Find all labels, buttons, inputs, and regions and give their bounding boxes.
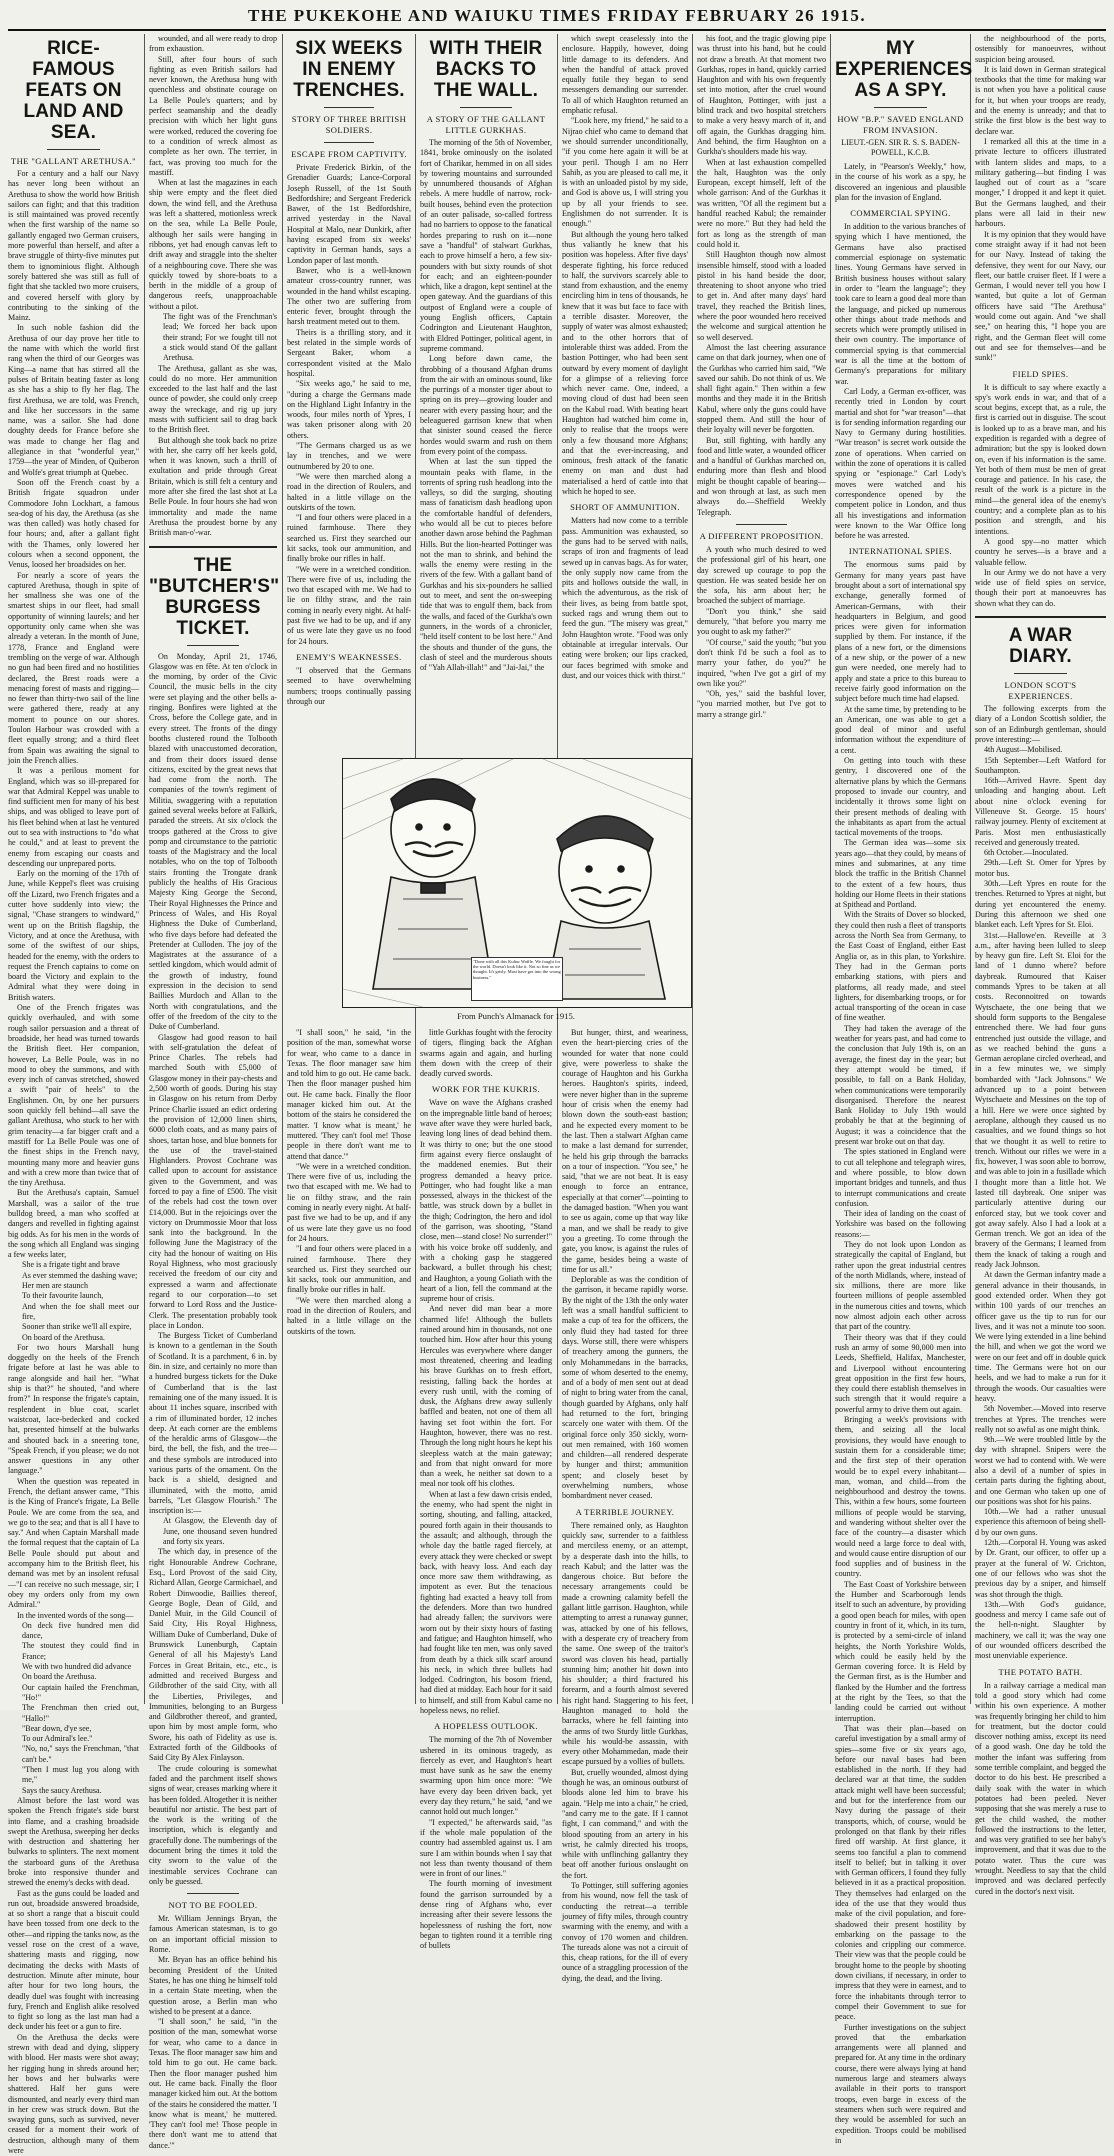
article-paragraph: The Burgess Ticket of Cumberland is known to a gentleman in the South of Scotland. It is a parchment, 6 in. by 8in. in size, and certainly no more than a hundred burgess tickets for the Duke of Cumberland that is the last remaining one of the many issued. It is about 11 inches square, inscribed with a rim of illuminated border, 12 inches deep. At each corner are the emblems of the heraldic arms of Glasgow—the bird, the bell, the fish, and the tree—and these symbols are introduced into various parts of the ornament. On the back is a shield, designed and illuminated, with the motto, amid barrels, "Let Glasgow Flourish." The inscription is:— bbox=[149, 1331, 277, 1516]
headline-experiences-as-a-spy: MY EXPERIENCES AS A SPY. bbox=[835, 38, 973, 101]
diary-entry: 6th October.—Inoculated. bbox=[984, 848, 1069, 858]
verse-line: To their favourite launch, bbox=[22, 1291, 104, 1301]
article-paragraph: In our Army we do not have a very wide use of field spies on service, though their port at manoeuvres has shown what they can do. bbox=[975, 567, 1106, 608]
headline-backs-to-the-wall: WITH THEIR BACKS TO THE WALL. bbox=[429, 38, 543, 101]
article-paragraph: Their theory was that if they could rush an army of some 90,000 men into Leeds, Sheffield, Halifax, Manchester, and Liverpool without encountering great opposition in the first few hours, they could there establish themselves in such strength that it would require a powerful army to drive them out again. bbox=[835, 1332, 966, 1414]
section-commercial-spying: COMMERCIAL SPYING. bbox=[850, 208, 951, 219]
article-paragraph: The which day, in presence of the right Honourable Andrew Cochrane, Esq., Lord Provost of the said City, Richard Allan, George Carmichael, and Robert Dinwoodie, Baillies thereof, George Bogle, Dean of Gild, and Daniel Muir, in the Gild Council of Said City, His Royal Highness, William Duke of Cumberland, Duke of Brunswick Lunenburgh, Captain General of all his Majesty's Land Forces in Great Britain, etc., etc., is admitted and received Burgess and Gildbrother of the said City, with all the Liberties, Privileges, and Immunities, belonging to an Burgess and Gildbrother thereof, and granted, upon him by most ample form, who Swore, his oath of Fidelity as use is. Extracted forth of the Gildbooks of Said City By Alex Finlayson. bbox=[149, 1547, 277, 1763]
article-paragraph: For two hours Marshall hung doggedly on the heels of the French frigate before at last he was able to range alongside and hail her. "What ship is that?" he shouted, "and where from?" In response the frigate's captain, resplendent in blue coat, scarlet waistcoat, lace-bedecked and cocked hat, presented himself at the bulwarks and shouted back in a sneering tone, "Speak French, if you please; we do not answer questions in any other language." bbox=[8, 1342, 139, 1476]
article-paragraph: "Six weeks ago," he said to me, "during a charge the Germans made on the Highland Light Infantry in the woods, four miles north of Ypres, I was taken prisoner along with 20 others. bbox=[287, 379, 411, 440]
article-paragraph: The fourth morning of investment found the garrison surrounded by a dense ring of Afghans who, ever increasing after their severe lessons the hopelessness of rushing the fort, now began to tighten round it a terrible ring of bullets bbox=[420, 1879, 552, 1951]
divider bbox=[324, 142, 374, 143]
article-paragraph: The crude colouring is somewhat faded and the parchment itself shows signs of wear, creases marking where it has been folded. Altogether it is neither beautiful nor artistic. The best part of the work is the writing of the inscription, which is elegantly and gracefully done. The numberings of the document bring the times it told the city sworn to the value of the inestimable services Cochrane can only be guessed. bbox=[149, 1763, 277, 1886]
article-paragraph: Deplorable as was the condition of the garrison, it became rapidly worse. By the night of the 13th the only water left was a small handful sufficient to make a cup of tea for the officers, the only fluid they had tasted for three days. Worse still, there were whispers of treachery among the gunners, the only Mohammedans in the barracks, some of whom deserted to the enemy, and of a body of men sent out at dead of night to bring water from the canal, though guarded by Afghans, only half had returned to the fort, bringing scarcely one water with them. Of the original force only 350 sickly, worn-out men remained, with 160 women and children—all rendered desperate by hunger and thirst; ammunition spent; and closely beset by overwhelming numbers, whose bombardment never ceased. bbox=[562, 1275, 688, 1501]
article-paragraph: When the question was repeated in French, the defiant answer came, "This is the King of France's frigate, La Belle Poule. We are come from the sea, and we go to the sea; and that is all I have to say." And when Captain Marshall made the formal request that the captain of La Belle Poule should put about and accompany him to the British fleet, his demand was met by an insolent refusal—"I can receive no such message, sir; I obey my orders only from my own Admiral." bbox=[8, 1476, 139, 1610]
article-paragraph: But although the young hero talked thus valiantly he knew that his position was hopeless. After five days' desperate fighting, his force reduced to half, the survivors scarcely able to stand from exhaustion, and the enemy encircling him in tens of thousands, he knew that it was but face to face with a terrible disaster. Moreover, the supply of water was almost exhausted; and to the other horrors that of intolerable thirst was added. From the bastion Pottinger, who had been sent outward by every moment of daylight for a glimpse of a relieving force which never came. One, indeed, a moving cloud of dust had been seen on the Kabul road. With beating heart Haughton had watched him come in, only to realise that the troops were only a few thousand more Afghans; and that the ever-increasing, and ominous, fresh attack of the fanatic enemy on man and dust had materialised a herd of cattle into that which he hoped to see. bbox=[562, 229, 688, 497]
article-paragraph: Still Haughton though now almost insensible himself, stood with a loaded pistol in his hand beside the door, threatening to shoot anyone who tried to get in. And after many days' hard travel, they reached the British lines, where the poor wounded hero received the welcome and surgical attention he so well deserved. bbox=[697, 250, 826, 342]
article-paragraph: But the Arethusa's captain, Samuel Marshall, was a sailor of the true bulldog breed, a man who scoffed at dangers and revelled in fighting against big odds. As for his men in the words of the song which all England was singing a few weeks later, bbox=[8, 1188, 139, 1260]
article-paragraph: the neighbourhood of the ports, ostensibly for manoeuvres, without suspicion being aroused. bbox=[975, 34, 1106, 64]
article-paragraph: When at last a few dawn crisis ended, the enemy, who had spent the night in sorting, shouting, and falling, attacked, poured forth again in their thousands to the assault; and although, through the whole day the battle raged fiercely, at every attack they were checked or swept back, with heavy loss. And each day once more saw them withdrawing, as impotent as ever. But the tenacious fighting had exacted a heavy toll from the defenders. More than two hundred had already fallen; the survivors were worn out by their sixty hours of fasting and fatigue; and Haughton himself, who had fought like ten men, was only saved from death by a thick silk scarf around his neck, in which three bullets had lodged. Codrington, his bosom friend, had died at midday. Each hour for it said to himself, and still from Kabul came no hopeless news, no relief. bbox=[420, 1489, 552, 1715]
section-international-spies: INTERNATIONAL SPIES. bbox=[848, 546, 953, 557]
verse-line: Says the saucy Arethusa. bbox=[22, 1785, 102, 1795]
article-paragraph: That was their plan—based on careful investigation by a small army of spies—some five or six years ago, before our naval bases had been established in the north. If they had declared war at that time, the sudden attack might well have been successful; and but for the interference from our Navy during the passage of their transports, which, of course, would be prolonged on that flank by their rifles fired off warship. At first glance, it seems too fanciful a plan to commend itself to belief; but in talking it over with German officers, I found they fully believed in it as a practical proposition. They themselves had enlarged on the idea of the use that they would thus make of the civil population, and fore-shadowed their present hostility by embarking on the passage to the colonies and crippling our commerce. Their view was that the people could be brought home to the people by shooting down civilians, if necessary, in order to impress that they were in earnest, and to force the inhabitants through terror to compel their Government to sue for peace. bbox=[835, 1723, 966, 2022]
article-paragraph: For a century and a half our Navy has never long been without an Arethusa to show the world how British sailors can fight; and that this tradition is still maintained was proved recently when the first warship of the name so gallantly engaged two German cruisers, more powerful than herself, and after a brave struggle of thirty-five minutes put them to ignominious flight. Although sorely battered she was still as full of fight that she tackled two more cruisers, and covered herself with glory by contributing to the sinking of the Mainz. bbox=[8, 169, 139, 323]
article-paragraph: "Oh, yes," said the bashful lover, "you married mother, but I've got to marry a strange girl." bbox=[697, 689, 826, 719]
diary-entry: 31st.—Hallowe'en. Reveille at 3 a.m., after having been lulled to sleep by heavy gun fire. Left St. Eloi for the land of 1 dunno where? before daybreak. Rumoured that Kaiser commands Ypres to be taken at all costs. Reconnoitred on towards Wytschaete, the one being that we should form supports to the Bengalese entrenched there. We had four guns entrenched just outside the village, and as we reached behind the guns a German aeroplane circled overhead, and in a few minutes we, we simply bombarded with "Jack Johnsons." We advanced up to a point between Wytschaete and Messines on the top of a hill. Here we were once sighted by aeroplane, although they caused us no casualties, and we found things so hot that we thought it as well to retire to trench. Without our rifles we were in a fix, however, I was soon able to borrow, and was able to join in a fusillade which I thought more than a little hot. We lasted till daybreak. One sniper was particularly attentive during our enforced stay, but we took cover and got away safely. Also I had a look at a German trench. We got an idea of the bravery of the Germans; I learned from them the knack of taking a rough and ready Jack Johnson. bbox=[975, 930, 1107, 1270]
diary-entry: 15th September—Left Watford for Southampton. bbox=[975, 755, 1106, 775]
subhead-bp-saved-england: HOW "B.P." SAVED ENGLAND FROM INVASION. bbox=[837, 114, 964, 135]
article-paragraph: Bringing a week's provisions with them, and seizing all the local provisions, they would have enough to sustain them for a considerable time; and the first step of their operation would be to expel every inhabitant—man, woman, and child—from the neighbourhood and destroy the towns. This, within a few hours, some fourteen millions of people would be starving, and wandering without shelter over the face of the country—a disaster which would need a large force to deal with, and would cause entire disruption of our food supplies and of business in the country. bbox=[835, 1415, 966, 1579]
cartoon-caption: From Punch's Almanack for 1915. bbox=[457, 1011, 575, 1021]
article-paragraph: Carl Lody, a German ex-officer, was recently tried in London by court martial and shot for "war treason"—that is for sending information regarding our Navy to Germany during hostilities. "War treason" is secret work outside the zone of operations. When carried on within the zone of operations it is called spying or "espionage." Carl Lody's moves were watched and his correspondence opened by the competent police in London, and thus all his investigations and information were known to the War Office long before he was arrested. bbox=[835, 386, 966, 541]
article-paragraph: But, cruelly wounded, almost dying though he was, an ominous outburst of bloods alone led him to brave his again. "Help me into a chair," he cried, "and carry me to the gate. If I cannot fight, I can command," and with the blood spouting from an artery in his wrist, he calmly directed his troops, while with unflinching gallantry they beat off another furious onslaught on the fort. bbox=[562, 1767, 688, 1880]
article-paragraph: Private Frederick Birkin, of the Grenadier Guards; Lance-Corporal Joseph Russell, of the 1st South Bedfordshire; and Sergeant Frederick Bawer, of the 1st Bedfordshire, arrived yesterday in the Naval Hospital at Malo, near Dunkirk, after having escaped from six weeks' captivity in German hands, says a London paper of last month. bbox=[287, 163, 411, 265]
diary-entry: 9th.—We were troubled little by the day with shrapnel. Snipers were the worst we had to contend with. We were also a devil of a number of spies in certain parts during the fighting about, and one German who taken up one of our positions was shot for his pains. bbox=[975, 1435, 1106, 1506]
subhead-gallant-gurkhas: A STORY OF THE GALLANT LITTLE GURKHAS. bbox=[426, 114, 546, 135]
article-paragraph: There remained only, as Haughton quickly saw, surrender to a faithless and merciless enemy, or an attempt, by a desperate dash into the hills, to reach Kabul; and the latter was the dangerous choice. But before the necessary arrangements could be made a crowning calamity befell the gallant little garrison. Haughton, while attempting to arrest a runaway gunner, was, attacked by one of his fellows, with a desperate cry of treachery from the same. One sweep of the traitor's sword was cloven his head, partially stunning him; another hit down into his shoulder; a third fractured his forearm, and a fourth almost severed his right hand. Staggering to his feet, Haughton managed to hold the barracks, where he fell fainting into the arms of two Sturdy little Gurkhas, while his would-be assassin, with every other Mohammedan, made their escape pursued by a vollies of bullets. bbox=[562, 1520, 688, 1767]
article-paragraph: The German idea was—some six years ago—that they could, by means of mines and submarines, at any time block the traffic in the British Channel to the extent of a few hours, thus holding our Home fleets in their stations at Spithead and Portland. bbox=[835, 838, 966, 910]
article-paragraph: But although she took back no prize with her, she carry off her keels gold, when it was known, such a thrill of exultation and pride through Great Britain, which is still felt a century and more after she fired the last shot at La Belle Poule. In four hours she had won immortality and made the name Arethusa the proudest borne by any British man-o'-war. bbox=[149, 435, 277, 538]
masthead: THE PUKEKOHE AND WAIUKU TIMES FRIDAY FEBRUARY 26 1915. bbox=[248, 6, 866, 25]
article-paragraph: Further investigations on the subject proved that the embarkation arrangements were all planned and prepared for. At any time in the ordinary course, there were always lying at hand numerous large and steamers always available in their ports to transport troops, even barge in excess of the steamers when such were required and they would be assembled for such an expedition. Troops could be mobilised in bbox=[835, 2022, 966, 2145]
column-1 bbox=[8, 34, 139, 2155]
article-paragraph: On the Arethusa the decks were strewn with dead and dying, slippery with blood. Her masts were shot away; her rigging hung in shreds around her; her bows and her bulwarks were shattered. Half her guns were dismounted, and nearly every third man in her crew was struck down. But the swaying guns, such as survived, never ceased for a moment their work of destruction, although many of them were bbox=[8, 2032, 139, 2155]
divider bbox=[975, 616, 1106, 618]
headline-rice-famous-feats: RICE-FAMOUS FEATS ON LAND AND SEA. bbox=[23, 38, 124, 143]
verse-line: "Bear down, d'ye see, bbox=[22, 1723, 92, 1733]
divider bbox=[460, 107, 513, 108]
article-paragraph: "I and four others were placed in a ruined farmhouse. There they searched us. First they searched our kit sacks, took our ammunition, and finally broke our rifles in half. bbox=[287, 513, 411, 564]
divider bbox=[187, 1893, 238, 1894]
section-different-proposition: A DIFFERENT PROPOSITION. bbox=[699, 530, 824, 541]
verse-line: As ever stemmed the dashing wave; bbox=[22, 1270, 138, 1280]
diary-entry: 16th—Arrived Havre. Spent day unloading and hanging about. Left about nine o'clock evening for Villeneuve St. George. 15 hours' railway journey. Plenty of excitement at Paris. Most men enthusiastically received and generously treated. bbox=[975, 776, 1106, 847]
verse-line: On deck five hundred men did dance, bbox=[22, 1620, 139, 1641]
article-paragraph: The enormous sums paid by Germany for many years past have brought about a sort of international spy exchange, generally formed of American-Germans, with their headquarters in Belgium, and good prices were given for information supplied by them. For instance, if the plans of a new fort, or the dimensions of a new ship, or the power of a new gun were needed, one merely had to apply and state a price to this bureau to receive fairly good information on the subject before much time had elapsed. bbox=[835, 560, 966, 704]
article-paragraph: "Of course," said the youth; "but you don't think I'd be such a fool as to marry your father, do you?" he inquired, "when I've got a girl of my own like you?" bbox=[697, 637, 826, 688]
article-paragraph: The East Coast of Yorkshire between the Humber and Scarborough lends itself to such an adventure, by providing a good open beach for miles, with open country in front of it, which, in its turn, is protected by a semi-circle of inland heights, the North Yorkshire Wolds, which could be easily held by the German covering force. It is Held by the German first, as is the Humber and flanked by the Humber and the fortress at the right by the Tees, so that the landing could be carried out without interruption. bbox=[835, 1579, 966, 1723]
article-paragraph: Still, after four hours of such fighting as even British sailors had never known, the Arethusa hung with quenchless and obstinate courage on La Belle Poule's quarters; and by perfect seamanship and the deadly precision with which her light guns were worked, reduced the covering foe to a condition of wreck almost as complete as her own. The terrier, in fact, was proving too much for the mastiff. bbox=[149, 54, 277, 177]
section-short-of-ammunition: SHORT OF AMMUNITION. bbox=[570, 502, 680, 513]
article-paragraph: At the same time, by pretending to be an American, one was able to get a good deal of minor and useful information without the expenditure of a cent. bbox=[835, 704, 966, 755]
byline-baden-powell: LIEUT.-GEN. SIR R. S. S. BADEN-POWELL, K.C.B. bbox=[841, 138, 960, 157]
article-paragraph: Almost before the last word was spoken the French frigate's side burst into flame, and a crashing broadside swept the Arethusa, sweeping her decks with destruction and shattering her bulwarks to splinters. The next moment the starboard guns of the Arethusa broke into responsive thunder and strewed the enemy's decks with dead. bbox=[8, 1795, 139, 1888]
verse-line: On board the Arethusa. bbox=[22, 1672, 97, 1682]
section-work-for-kukris: WORK FOR THE KUKRIS. bbox=[431, 1084, 541, 1095]
article-paragraph: Glasgow had good reason to hail with self-gratulation the defeat of Prince Charles. The rebels had marched South with £5,000 of Glasgow money in their pay-chests and 2,500 worth of goods. During his stay in Glasgow on his return from Derby Prince Charlie issued an edict ordering the provision of 12,000 linen shirts, 6000 cloth coats, and as many pairs of shoes, tartan hose, and blue bonnets for the use of the travel-stained Highlanders. Provost Cochrane was called upon to account for assistance given to the Government, and was forced to pay a fine of £500. The visit of the rebels had cost the town over £14,000. But in the rejoicings over the victory on Drummossie Moor that loss sank into the background. In the following June the Magistracy of the city had the honour of waiting on His Royal Highness, who most graciously received the freedom of our city and expressed a warm and affectionate regard to our corporation—to set forward to Lord Ross and the Justice-Clerk. The presentation probably took place in London. bbox=[149, 1032, 277, 1330]
column-rule bbox=[692, 34, 693, 1704]
verse-line: On board of the Arethusa. bbox=[22, 1332, 105, 1342]
article-paragraph: A good spy—no matter which country he serves—is a brave and a valuable fellow. bbox=[975, 536, 1106, 567]
verse-line: "Then I must lug you along with me," bbox=[22, 1765, 139, 1785]
article-paragraph: "We were in a wretched condition. There were five of us, including the two that escaped with me. We had to lie on filthy straw, and the rain coming in nearly every night. At half-past five we had to be up, and if any of us were late they gave us no food for 24 hours. bbox=[287, 564, 411, 646]
column-5-lower bbox=[562, 1028, 688, 1983]
section-enemys-weaknesses: ENEMY'S WEAKNESSES. bbox=[296, 651, 402, 662]
column-rule bbox=[830, 34, 831, 1704]
divider bbox=[47, 149, 99, 150]
diary-entry: 29th.—Left St. Omer for Ypres by motor bus. bbox=[975, 858, 1106, 878]
article-paragraph: Lately, in "Pearson's Weekly," how, in the course of his work as a spy, he discovered an ingenious and plausible plan for the invasion of England. bbox=[835, 162, 966, 202]
article-paragraph: On Monday, April 21, 1746, Glasgow was en fête. At ten o'clock in the morning, by order of the Civic Council, the music bells in the city were set playing and the other bells a-ringing. Bonfires were lighted at the Cross, before the College gate, and in every street. The fronts of the dingy booths clustered round the Tolbooth blazed with unaccustomed decoration, and from their doors issued dense citizens, excited by the great news that had come from the north. The companies of the town's regiment of Militia, swaggering with a reputation gained several weeks before at Falkirk, paraded the streets. At six o'clock the troops gathered at the Cross to give pomp and circumstance to the patriotic toasts of the Magistracy and the local notables, who on the top of Tolbooth stairs fronting the Trongate drank publicly the healths of His Gracious Majesty King George the Second, Their Royal Highnesses the Prince and Princess of Wales, and His Royal Highness the Duke of Cumberland, who five days before had defeated the Pretender at Culloden. The joy of the Magistrates at the assurance of a settled kingdom, which would admit of the growth of industry, found expression in the decision to send Baillies Murdoch and Allan to the North with congratulations, and the offer of the freedom of the city to the Duke of Cumberland. bbox=[149, 651, 277, 1032]
article-paragraph: "We were then marched along a road in the direction of Roulers, and halted in a little village on the outskirts of the town. bbox=[287, 471, 411, 512]
article-paragraph: "Don't you think," she said demurely, "that before you marry me you ought to ask my father?" bbox=[697, 606, 826, 637]
verse-line: She is a frigate tight and brave bbox=[22, 1260, 120, 1270]
article-paragraph: But, still fighting, with hardly any food and little water, a wounded officer and a handful of Gurkhas marched on, enduring more than flesh and blood might be thought capable of bearing—and won through at last, as such men always do.—Sheffield Weekly Telegraph. bbox=[697, 435, 826, 517]
verse-line: We with two hundred did advance bbox=[22, 1662, 132, 1672]
diary-entry: 12th.—Corporal H. Young was asked by Dr. Grant, our officer, to offer up a prayer at the funeral of W. Crichton, one of our fellows who was shot the previous day by a sniper, and himself was shot through the thigh. bbox=[975, 1538, 1106, 1599]
diary-entry: At dawn the German infantry made a general advance in their thousands, in good extended order. When they got within 100 yards of our trenches an officer gave us the tip to run for our lives, and it was not a minute too soon. We were lying extended in a line behind the hill, and when we got the word we were on our feet and off in double quick time. The Germans were hot on our heels, and we had to make a run for it through the woods. Our casualties were heavy. bbox=[975, 1270, 1106, 1403]
article-paragraph: "We were then marched along a road in the direction of Roulers, and halted in a little village on the outskirts of the town. bbox=[287, 1295, 411, 1336]
article-paragraph: But hunger, thirst, and weariness, even the heart-piercing cries of the wounded for water that none could give, were powerless to shake the courage of Haughton and his Gurkha heroes. Haughton's spirits, indeed, were never higher than in the supreme hour of crisis when the enemy had blown down the south-east bastion; and he expected every moment to be the last. Then a stalwart Afghan came to make a last demand for surrender, he held his grip through the barracks on a tour of inspection. "You see," he said, "that we are not beat. It is easy enough to force an entrance, especially at that corner"—pointing to the damaged bastion. "When you want to see us again, come up that way like a man, and we shall be ready to give you a greeting. To come through the gate, you know, is against the rules of the game, besides being a waste of time for us all." bbox=[562, 1028, 688, 1274]
article-paragraph: In addition to the various branches of spying which I have mentioned, the Germans have also practised commercial espionage on systematic lines. Young Germans have served in British business houses without salary in order to "learn the language"; they took care to learn a good deal more than the language, and picked up numerous other things about trade methods and secrets which were promptly utilised in their own country. The importance of commercial spying is that commercial war is all the time at the bottom of Germany's preparations for military war. bbox=[835, 222, 966, 386]
verse-line: And when the foe shall meet our fire, bbox=[22, 1301, 139, 1321]
verse-line: The Frenchman then cried out, "Hallo!" bbox=[22, 1703, 139, 1723]
article-paragraph: With the Straits of Dover so blocked, they could then rush a fleet of transports across the North Sea from Germany, to the East Coast of England, either East Anglia or, as in this plan, to Yorkshire. They had in the German ports embarking stations, with piers and platforms, all ready made, and steel lighters, for disembarking troops, or for actual transporting of the ocean in case of fine weather. bbox=[835, 910, 966, 1023]
article-paragraph: Fast as the guns could be loaded and run out, broadside answered broadside, at so short a range that a biscuit could have been tossed from one deck to the other—and ripping the tanks now, as the vessel rose on the crest of a wave, shattering masts and rigging, now decimating the decks with Masts of destruction. Minute after minute, hour after hour for two long hours, the deadly duel was fought with increasing fury, French and English alike resolved to fight so long as the last man had a deck under his feet or a gun to fire. bbox=[8, 1888, 139, 2032]
article-paragraph: Matters had now come to a terrible pass. Ammunition was exhausted, so the guns had to be served with nails, scraps of iron and fragments of lead sewed up in canvas bags. As for water, the only supply now came from the pits and hollows outside the wall, in which the adventurous, as the risk of their lives, as being from battle spot, sucked rags and wrung them out to feed the gun. "The misery was great," John Haughton wrote. "Food was only obtainable at irregular intervals. Our eating were broken; our lips cracked, our faces begrimed with smoke and dust, and our voices thick with thirst." bbox=[562, 516, 688, 680]
article-paragraph: The morning of the 5th of November, 1841, broke ominously on the isolated fort of Charikar, hemmed in on all sides by towering mountains and surrounded by unnumbered thousands of Afghan rebels. A mere huddle of narrow, rock-built houses, behind even the protection of an outer palisade, so-called fortress had no barriers to oppose to the fanatical hordes preparing to rush on it—none save a "handful" of stalwart Gurkhas, each to prove himself a hero, a few six-pounders with but sixty rounds of shot for each; and an eighteen-pounder which, like a dragon, kept sentinel at the open gateway. And the guardians of this outpost of England were a couple of young English officers, Captain Codrington and Lieutenant Haughton, with Eldred Pottinger, political agent, in supreme command. bbox=[420, 138, 552, 353]
article-paragraph: The following excerpts from the diary of a London Scottish soldier, the son of an Edinburgh gentleman, should prove interesting:— bbox=[975, 704, 1106, 744]
article-paragraph: In a railway carriage a medical man told a good story which had come within his own experience. A mother was frequently bringing her child to him for treatment, but the doctor could discover nothing amiss, except its need of a good wash. One day he told the mother the infant was suffering from some terrible complaint, and begged the doctor to do his best. He prescribed a daily soak with the water in which potatoes had been peeled. Never supposing that she was merely a ruse to get the child washed, the mother followed the instructions to the letter, and was very gratified to see her baby's improvement, and that it was due to the potato water. Thus the cure was wrought. Needless to say that the child improved and was declared perfectly cured in the doctor's next visit. bbox=[975, 1680, 1106, 1896]
article-paragraph: And never did man bear a more charmed life! Although the bullets rained around him in thousands, not one touched him. How after hour this young Hercules was everywhere where danger most threatened, cheering and leading his brave Gurkhas on to fresh effort, resisting, falling back the hordes at every rush until, with the coming of dusk, the Afghans drew away sullenly baffled and beaten, not one of them all having set foot within the fort. For Haughton, however, there was no rest. Through the long night hours he kept his sleepless watch at the main gateway; and from that night onward for more than a week, he neither sat down to a meal nor took off his clothes. bbox=[420, 1304, 552, 1489]
headline-six-weeks-enemy-trenches: SIX WEEKS IN ENEMY TRENCHES. bbox=[293, 38, 405, 101]
section-hopeless-outlook: A HOPELESS OUTLOOK. bbox=[434, 1721, 538, 1732]
diary-entry: 30th.—Left Ypres en route for the trenches. Returned to Ypres at night, but during yet encountered the enemy. During this afternoon we shed one blanket each. Left Ypres for St. Eloi. bbox=[975, 879, 1106, 930]
diary-entry: 5th November.—Moved into reserve trenches at Ypres. The trenches were really not so awful as one might think. bbox=[975, 1404, 1106, 1434]
article-paragraph: "I shall soon," he said, "in the position of the man, somewhat worse for wear, who came to a dance in Texas. The floor manager saw him and told him to go out. He came back. Then the floor manager pushed him out. He came back. Finally the floor manager kicked him out. At the bottom of the stairs he considered the matter. 'I know what is meant,' he muttered. 'They can't fool me! Those people in there don't want me to attend that dance.'" bbox=[149, 2017, 277, 2150]
article-paragraph: which swept ceaselessly into the enclosure. Happily, however, doing little damage to its defenders. And when the handful of attack proved equally futile they began to send messengers demanding our surrender. To all of which Haughton returned an emphatic refusal. bbox=[562, 34, 688, 116]
article-paragraph: "I and four others were placed in a ruined farmhouse. There they searched us. First they searched our kit sacks, took our ammunition, and finally broke our rifles in half. bbox=[287, 1244, 411, 1295]
article-paragraph: To Pottinger, still suffering agonies from his wound, now fell the task of conducting the retreat—a terrible journey of fifty miles, through country swarming with the enemy, and with a convoy of 170 women and children. The tureads alone was not a circuit of this, cheap rations, for the ill of every ounce of a straggling procession of the dying, the dead, and the living. bbox=[562, 1881, 688, 1983]
verse-line: The stoutest they could find in France; bbox=[22, 1641, 139, 1661]
verse-line: To our Admiral's lee." bbox=[22, 1734, 93, 1744]
article-paragraph: On getting into touch with these gentry, I discovered one of the alternative plans by which the Germans proposed to invade our country, and incidentally it throws some light on their present methods of dealing with the inhabitants as apart from the actual tactical movements of the troops. bbox=[835, 756, 966, 838]
cartoon-illustration bbox=[342, 758, 692, 1008]
masthead-rule bbox=[8, 29, 1106, 31]
article-paragraph: Early on the morning of the 17th of June, while Keppel's fleet was cruising off the Lizard, two French frigates and a cutter hove suddenly into view; the signal, "Chase strangers to windward," went up on the British flagship, the Victory, and at once the Arethusa, with some of the swiftest of our ships, headed for the enemy, with the orders to request the French captains to come on board the Victory and explain to the Admiral what they were doing in British waters. bbox=[8, 869, 139, 1002]
subhead-london-scots: LONDON SCOT'S EXPERIENCES. bbox=[1004, 680, 1077, 702]
article-paragraph: Soon off the French coast by a British frigate squadron under Commodore John Lockhart, a famous sea-dog of his day, the Arethusa (as she was then called) was hotly chased for four hours; and, after a gallant fight with the Thames, only lowered her colours when a second opponent, the Venus, loosed her broadsides on her. bbox=[8, 477, 139, 570]
verse-line: Our captain hailed the Frenchman, "Ho!" bbox=[22, 1682, 139, 1702]
article-paragraph: It is my opinion that they would have come straight away if it had not been for our Navy. Instead of taking the defensive, they went for our Navy, our fleet, our battle cruiser fleet. If I were a German, I would never tell you how I wanted, but quite a lot of German officers have said "The Arethusa" would come out again. And "we shall see," on hearing this, "I hope you are right, and the German fleet will come out and see for themselves—and be sunk!" bbox=[975, 229, 1106, 363]
divider bbox=[874, 107, 926, 108]
article-paragraph: "Look here, my friend," he said to a Nijrao chief who came to demand that we should surrender unconditionally, "if you come here again it will be at your peril. Though I am no Herr Sahib, as you are pleased to call me, it is with an unloaded pistol by my side, and God is above us, I will string you up by all your friends to see. Englishmen do not surrender. It is enough." bbox=[562, 116, 688, 229]
article-paragraph: It was a perilous moment for England, which was so ill-prepared for war that Admiral Keppel was unable to find sufficient men for many of his best ships, and was obliged to leave port of his fleet behind when at last he ventured out to sea with instructions to "do what he could," and at least to prevent the enemy from escaping our coasts and descending our unprepared ports. bbox=[8, 766, 139, 868]
section-terrible-journey: A TERRIBLE JOURNEY. bbox=[575, 1506, 675, 1517]
divider bbox=[324, 107, 374, 108]
diary-entry: 10th.—We had a rather unusual experience this afternoon of being shell-d by our own guns. bbox=[975, 1507, 1106, 1537]
headline-a-war-diary: A WAR DIARY. bbox=[1008, 625, 1073, 668]
article-paragraph: wounded, and all were ready to drop from exhaustion. bbox=[149, 34, 277, 54]
article-paragraph: One of the French frigates was quickly overhauled, and with some rough sailor persuasion and a threat of broadside, her head was turned towards the British fleet. Her companion, however, La Belle Poule, was in no mood to obey the summons, and with every inch of canvas stretched, showed a swift "pair of heels" to the Englishmen. On, by one her pursuers soon quickly fell behind—all save the gallant Arethusa, who stuck to her with grim tenacity—a far bigger craft and a mastiff for La Belle Poule was one of the finest ships in the French navy, mounting many more and heavier guns and with a crew more than twice that of the tiny Arethusa. bbox=[8, 1003, 139, 1188]
column-2 bbox=[149, 34, 280, 2150]
subhead-three-british-soldiers: STORY OF THREE BRITISH SOLDIERS. bbox=[291, 114, 407, 135]
article-paragraph: Theirs is a thrilling story, and it best related in the simple words of Sergeant Baker, whom a correspondent visited at the Malo hospital. bbox=[287, 327, 411, 378]
divider bbox=[187, 645, 238, 646]
cartoon-speech-text: "Done with all this Kultur Waffle. We fought for the world. Doesn't look like it. Not so fine as we thought. It's grisly. Must have got into the wrong business." bbox=[471, 957, 563, 1001]
column-7 bbox=[835, 34, 973, 2145]
section-escape-from-captivity: ESCAPE FROM CAPTIVITY. bbox=[291, 149, 407, 159]
article-paragraph: Mr. Bryan has an office behind his becoming President of the United States, he has one thing he himself told in a certain State meeting, when the question arose, a Berlin man who wished to be present at a dance. bbox=[149, 1955, 277, 2016]
verse-line: The fight was of the Frenchman's lead; We forced her back upon their strand; For we fought till not a stick would stand Of the gallant Arethusa. bbox=[163, 312, 277, 363]
divider bbox=[149, 546, 277, 548]
article-paragraph: I remarked all this at the time in a private lecture to officers illustrated with lantern slides and maps, to a military gathering—but finding I was laughed out of court as a "scare monger," I dropped it and kept it quiet. But the Germans laughed, and their plans were all laid in their new harbours. bbox=[975, 136, 1106, 229]
column-8 bbox=[975, 34, 1107, 1896]
article-paragraph: A youth who much desired to wed the professional girl of his heart, one day screwed up courage to pop the question. He was seated beside her on the sofa, his arm about her; he broached the subject of marriage. bbox=[697, 544, 826, 606]
article-paragraph: They had taken the average of the weather for years past, and had come to the conclusion that July 19th is, on an average, the finest day in the year; but they attempt would be timed, if possible, to fall on a Bank Holiday, when communications were temporarily disorganised. Therefore the nearest Bank Holiday to July 19th would probably be that at the beginning of August; it was a coincidence that the present war broke out on that day. bbox=[835, 1023, 966, 1147]
article-paragraph: It is laid down in German strategical textbooks that the time for making war is not when you have a political cause for it, but when your troops are ready, and the enemy is unready; and that to strike the first blow is the best way to declare war. bbox=[975, 64, 1106, 136]
article-paragraph: little Gurkhas fought with the ferocity of tigers, flinging back the Afghan swarms again and again, and hurling them down with the creep of their deadly curved swords. bbox=[420, 1028, 552, 1079]
diary-entry: 13th.—With God's guidance, goodness and mercy I came safe out of the hell-n-night. Slaughter by machinery, we call it; was the way one of our wounded officers described the most unenviable experience. bbox=[975, 1599, 1106, 1661]
column-rule bbox=[282, 34, 283, 1704]
article-paragraph: Wave on wave the Afghans crashed on the impregnable little band of heroes; wave after wave they were hurled back, leaving long lines of dead behind them. It was thirty to one; but the one stood firm against every fierce onslaught of the maddened enemies. But their progress demanded a heavy price. Pottinger, who had fought like a man possessed, always in the thickest of the battle, was struck down by a bullet in the thigh; Codrington, the hero and idol of the garrison, was shooting, "Stand close, men—stand close! No surrender!" with his voice broke off suddenly, and with a choking gasp he staggered backward, a bullet through his chest; and Haughton, a young Goliath with the heart of a lion, fell the command at the supreme hour of crisis. bbox=[420, 1098, 552, 1304]
article-paragraph: In the invented words of the song— bbox=[17, 1610, 134, 1620]
verse-line: "No, no," says the Frenchman, "that can't be." bbox=[22, 1744, 139, 1764]
verse-line: Her men are staunch bbox=[22, 1281, 88, 1291]
article-paragraph: The Arethusa, gallant as she was, could do no more. Her ammunition exceeded to the last half and the last ounce of powder, she could only creep away the wreckage, and rig up jury masts with sufficient sail to drag back to the British fleet. bbox=[149, 363, 277, 435]
article-paragraph: Long before dawn came, the throbbing of a thousand Afghan drums from the air with an ominous sound, like the purrings of a monster tiger about to spring on its prey—growing louder and nearer with every passing hour; and the beleaguered garrison knew that when that sinister sound ceased the fierce hordes would swarm and rush on them from every point of the compass. bbox=[420, 354, 552, 456]
article-paragraph: "I shall soon," he said, "in the position of the man, somewhat worse for wear, who came to a dance in Texas. The floor manager saw him and told him to go out. He came back. Then the floor manager pushed him out. He came back. Finally the floor manager kicked him out. At the bottom of the stairs he considered the matter. 'I know what is meant,' he muttered. 'They can't fool me! Those people in there don't want me to attend that dance.'" bbox=[287, 1028, 411, 1161]
article-paragraph: In such noble fashion did the Arethusa of our day prove her title to the name with which the world first rang when the third of our Georges was King—a name that has stirred all the pulses of Britain beating faster as long as she has a ship to fly her flag. The first Arethusa, we are told, was French, and like her successors in the same name, was a sailor. She had done doughty deeds for France before she was made to change her flag and allegiance in that "wonderful year," 1759—the year of Minden, of Quiberon and Wolfe's great triumph at Quebec. bbox=[8, 323, 139, 477]
section-not-to-be-fooled: NOT TO BE FOOLED. bbox=[168, 1900, 258, 1911]
article-paragraph: The spies stationed in England were to cut all telephone and telegraph wires, and where possible, to blow down important bridges and tunnels, and thus to interrupt communications and create confusion. bbox=[835, 1147, 966, 1208]
column-4-lower bbox=[420, 1028, 552, 1951]
article-paragraph: "We were in a wretched condition. There were five of us, including the two that escaped with me. We had to lie on filthy straw, and the rain coming in nearly every night. At half-past five we had to be up, and if any of us were late they gave us no food for 24 hours. bbox=[287, 1161, 411, 1243]
article-paragraph: They do not look upon London as strategically the capital of England, but rather upon the great industrial centres of the north Midlands, where, instead of six millions, there are more like fourteen millions of people assembled in the numerous cities and towns, which now almost adjoin each other across that part of the country. bbox=[835, 1239, 966, 1332]
column-6 bbox=[697, 34, 826, 1704]
section-potato-bath: THE POTATO BATH. bbox=[998, 1666, 1083, 1677]
article-paragraph: Their idea of landing on the coast of Yorkshire was based on the following reasons:— bbox=[835, 1209, 966, 1239]
article-paragraph: The morning of the 7th of November ushered in its ominous tragedy, as fiercely as ever, and Haughton's heart must have sunk as he saw the enemy swarming upon him once more: "We have every day been driven back, yet every day they return," he said, "and we cannot hold out much longer." bbox=[420, 1735, 552, 1817]
article-paragraph: Bawer, who is a well-known amateur cross-country runner, was wounded in the hand whilst escaping. The other two are suffering from enteric fever, brought through the harsh treatment meted out to them. bbox=[287, 265, 411, 327]
article-paragraph: Almost the last cheering assurance came on that dark journey, when one of the Gurkhas who carried him said, "We saved our sahib. Do not think of us. We shall fight again." Then within a few months and they made it in the British Kabul, where only the guns could have stopped them. And still the hour of their loyalty will never be forgotten. bbox=[697, 342, 826, 435]
article-paragraph: When at last the sun tipped the mountain peaks with flame, in the torrents of spring rush headlong into the valleys, so did the surging, shouting mass of fanaticism dash headlong upon the comfortable handful of defenders, who would all be cut to pieces before another dawn arose behind the Paghman Hills. But the lion-hearted Pottinger was not the man to shrink, and behind the walls the enemy were resting in the rivers of the few. With a gallant band of Gurkhas and his six-pounders he sallied out to meet, and sent the on-sweeping tide that was to engulf them, back from the walls, and faced of the Gurkha's own gunners, in the words of a chronicler, "held itself content to be lost here." And the shouts and thunder of the guns, the clash of steel and the murderous shouts of "Yah Allah-illah!" and "Jai-Jai," the bbox=[420, 457, 552, 673]
column-rule bbox=[970, 34, 971, 1704]
headline-butchers-burgess-ticket: THE "BUTCHER'S" BURGESS TICKET. bbox=[149, 554, 280, 639]
article-paragraph: "The Germans charged us as we lay in trenches, and we were outnumbered by 20 to one. bbox=[287, 441, 411, 471]
article-paragraph: his foot, and the tragic glowing pipe was thrust into his hand, but he could not draw a breath. At that moment two Gurkhas, ropes in hand, quickly carried Haughton and with his own frequently set into motion, after the cruel wound of Haughton, Pottinger, with just a blind track and two hospital stretchers to make a very heavy march of it, and off again, the Gurkhas dragging him. And behind, the firm Haughton on a Gurkha's shoulders made his way. bbox=[697, 34, 826, 157]
divider bbox=[736, 524, 788, 525]
divider bbox=[1014, 673, 1066, 674]
subhead-gallant-arethusa: THE "GALLANT ARETHUSA." bbox=[10, 156, 137, 166]
column-3-lower bbox=[287, 1028, 411, 1704]
diary-entry: 4th August—Mobilised. bbox=[984, 745, 1063, 755]
article-paragraph: For nearly a score of years the captured Arethusa, though in spite of her smallness she was one of the smartest ships in our fleet, had small opportunity of winning laurels; and her opportunity only came when she was already a veteran. In the month of June, 1778, France and England were trembling on the verge of war. Although no gun had been fired and no hostilities declared, the Brest roads were a menacing forest of masts and rigging—no fewer than thirty-two sail of the line were gathered there, ready at any moment to pounce on our shores. Toulon Harbour was crowded with a fleet equally strong; and a third fleet from Spain was awaiting the signal to join the French allies. bbox=[8, 570, 139, 765]
article-paragraph: It is difficult to say where exactly a spy's work ends in war, and that of a scout begins, except that, as a rule, the first is carried out in disguise. The scout is looked up to as a brave man, and his expedition is regarded with a degree of admiration; but the spy is looked down on, even if his information is the same. Yet both of them must be men of great courage and patience. In his case, the result of the work is a picture in the mind—the general idea of the enemy's country; and a complete plan as to his position and strength, and his intentions. bbox=[975, 382, 1106, 536]
inscription-line: At Glasgow, the Eleventh day of June, one thousand seven hundred and forty six years. bbox=[163, 1516, 277, 1547]
column-rule bbox=[144, 34, 145, 1704]
article-paragraph: When at last the magazines in each ship were empty and the fleet died down, the wind fell, and the Arethusa was left a shattered, motionless wreck on the sea, while La Belle Poule, although her sails were hanging in ribbons, yet had enough canvas left to drift away and straggle into the shelter of a neighbouring cove. There she was quickly towed by shore-boats to a berth in the middle of a group of dangerous reefs, unapproachable without a pilot. bbox=[149, 178, 277, 311]
verse-line: Sooner than strike we'll all expire, bbox=[22, 1322, 132, 1332]
article-paragraph: "I observed that the Germans seemed to have overwhelming numbers; troops continually passing through our bbox=[287, 665, 411, 706]
article-paragraph: When at last exhaustion compelled the halt, Haughton was the only European, except himself, left of the whole garrison: And of the Gurkhas it was written, "Of all the regiment but a handful reached Kabul; the remainder were no more." But they had held the fort as long as the strength of man could hold it. bbox=[697, 157, 826, 249]
article-paragraph: "I expected," he afterwards said, "as if the whole male population of the country had assembled against us. I am sure I am within bounds when I say that not less than twenty thousand of them were in front of our lines." bbox=[420, 1817, 552, 1879]
article-paragraph: Mr. William Jennings Bryan, the famous American statesman, is to go on an important official mission to Rome. bbox=[149, 1914, 277, 1955]
section-field-spies: FIELD SPIES. bbox=[1012, 368, 1069, 379]
